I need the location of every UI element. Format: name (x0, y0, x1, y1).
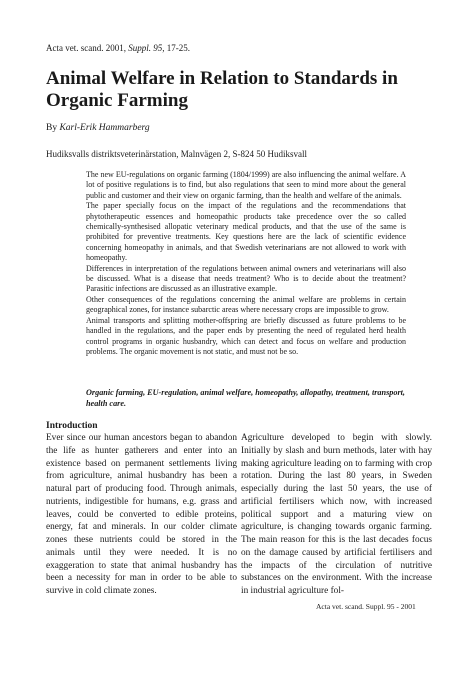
abstract-paragraph: Differences in interpretation of the regulations between animal owners and veterinarians will also be discussed. What is a disease that needs treatment? Who is to decide about the treatment? Parasitic infections are discussed as an illustrative example. (86, 263, 406, 294)
byline-prefix: By (46, 123, 60, 133)
abstract (86, 170, 406, 357)
article-title: Animal Welfare in Relation to Standards in Organic Farming (46, 68, 398, 111)
page-range: 17-25. (164, 43, 190, 53)
supplement-number: Suppl. 95, (128, 43, 165, 53)
page-footer: Acta vet. scand. Suppl. 95 - 2001 (316, 602, 416, 611)
journal-name: Acta vet. scand. 2001, (46, 43, 129, 53)
abstract-paragraph: Other consequences of the regulations concerning the animal welfare are problems in certain geographical zones, for instance subarctic areas where necessary crops are impossible to grow. (86, 294, 406, 315)
section-heading-introduction: Introduction (46, 421, 98, 431)
author-affiliation: Hudiksvalls distriktsveterinärstation, Malnvägen 2, S-824 50 Hudiksvall (46, 149, 307, 159)
keywords: Organic farming, EU-regulation, animal welfare, homeopathy, allopathy, treatment, transport, health care. (86, 388, 405, 408)
body-paragraph: Agriculture developed to begin with slowly. Initially by slash and burn methods, later with hay making agriculture leading on to farming with crop rotation. During the last 80 years, in Sweden especially during the last 50 years, the use of artificial fertilisers which now, with increased political support and a maturing view on agriculture, is changing towards organic farming. The main reason for this is the last decades focus on the damage caused by artificial fertilisers and the impacts of the circulation of nutritive substances on the environment. With the increase in industrial agriculture fol- (241, 433, 432, 596)
byline (46, 122, 150, 134)
abstract-paragraph: The paper specially focus on the impact of the regulations and the recommendations that phytotherapeutic essences and homeopathic products take precedence over the so called chemically-synthesised allopatic veterinary medical products, and that the use of the same is prohibited for preventive treatments. Key questions here are the lack of scientific evidence concerning homeopathy in animals, and that Swedish veterinarians are not allowed to work with homeopathy. (86, 201, 406, 263)
author-name: Karl-Erik Hammarberg (59, 123, 150, 133)
journal-citation (46, 42, 190, 54)
abstract-paragraph: Animal transports and splitting mother-offspring are briefly discussed as future problems to be handled in the regulations, and the paper ends by presenting the need of regulated herd health control programs in organic husbandry, which can detect and focus on welfare and production problems. The organic movement is not static, and must not be so. (86, 315, 406, 356)
body-column-left (46, 420, 237, 598)
body-column-right (241, 432, 432, 598)
abstract-paragraph: The new EU-regulations on organic farming (1804/1999) are also influencing the animal welfare. A lot of positive regulations is to find, but also regulations that seen to mind more about the general public and customer and their view on organic farming, than the health and welfare of the animals. (86, 170, 406, 200)
body-paragraph: Ever since our human ancestors began to abandon the life as hunter gatherers and enter into an existence based on permanent settlements living from agriculture, animal husbandry has been a natural part of producing food. Through animals, nutrients, indigestible for humans, e.g. grass and leaves, could be converted to edible proteins, energy, fat and minerals. In our colder climate zones these nutrients could be stored in the animals until they were needed. It is no exaggeration to state that animal husbandry has been a necessity for man in order to be able to survive in cold climate zones. (46, 433, 237, 596)
